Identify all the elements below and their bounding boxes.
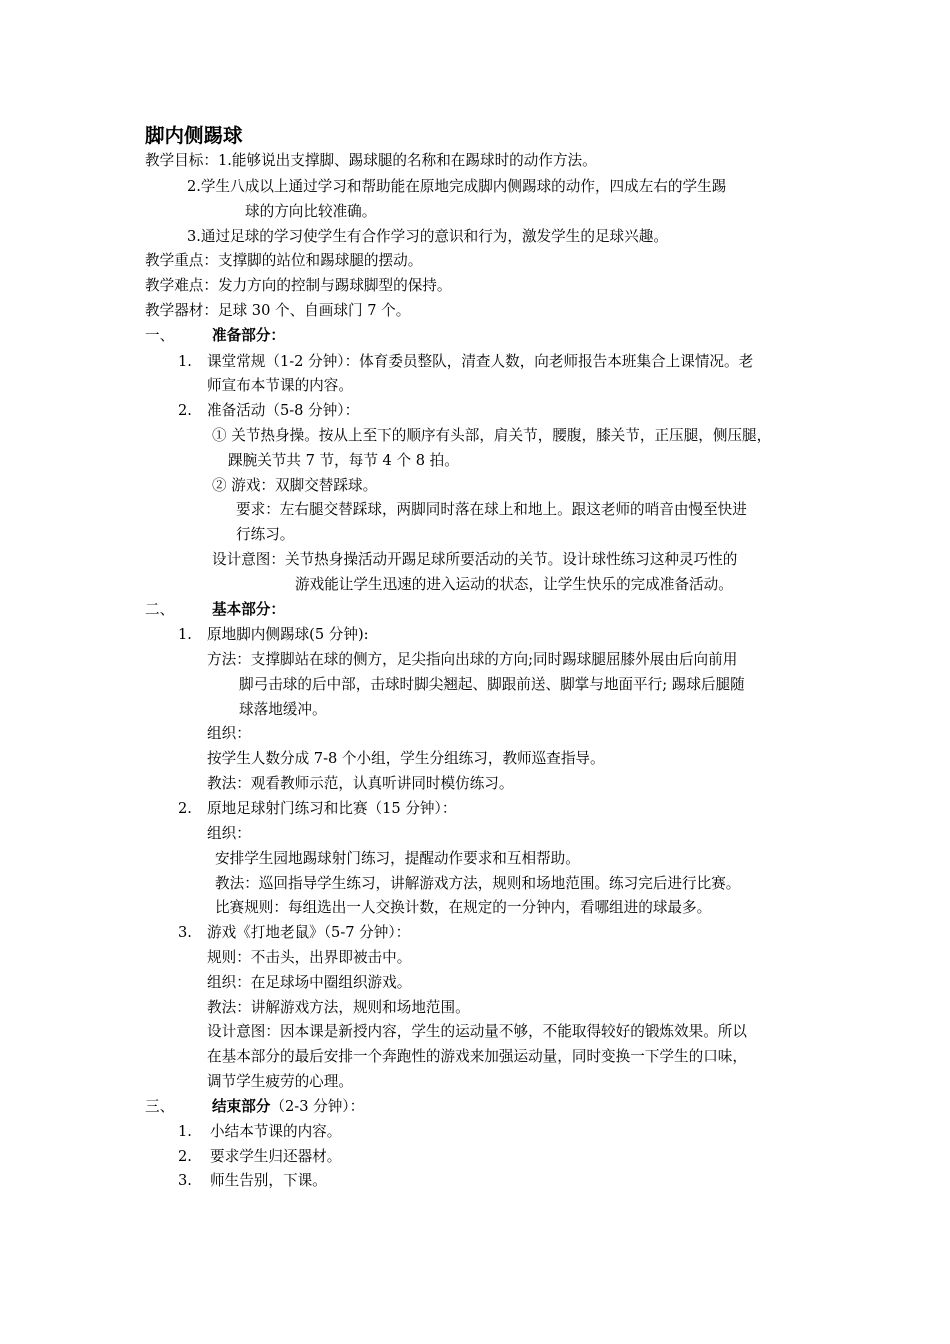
part3-item1: 小结本节课的内容。 — [210, 1123, 342, 1140]
goal-2-line-2: 球的方向比较准确。 — [245, 203, 377, 220]
organization-2-label: 组织： — [207, 825, 251, 842]
warmup-exercise-line-1: ① 关节热身操。按从上至下的顺序有头部，肩关节，腰腹，膝关节，正压腿，侧压腿， — [212, 427, 772, 444]
part2-item3: 游戏《打地老鼠》（5-7 分钟）： — [207, 924, 411, 941]
part3-item3: 师生告别，下课。 — [210, 1172, 327, 1189]
goal-3: 3.通过足球的学习使学生有合作学习的意识和行为，激发学生的足球兴趣。 — [187, 228, 668, 245]
game-organization: 组织：在足球场中圈组织游戏。 — [207, 974, 412, 991]
part3-item1-number: 1. — [178, 1123, 192, 1140]
part1-item1-line-1: 课堂常规（1-2 分钟）：体育委员整队，清查人数，向老师报告本班集合上课情况。老 — [207, 353, 754, 370]
warmup-requirement-line-2: 行练习。 — [236, 526, 295, 543]
game-teaching-method: 教法：讲解游戏方法，规则和场地范围。 — [207, 999, 470, 1016]
method-line-1: 方法：支撑脚站在球的侧方，足尖指向出球的方向;同时踢球腿屈膝外展由后向前用 — [207, 651, 738, 668]
organization-label: 组织： — [207, 725, 251, 742]
match-rules: 比赛规则：每组选出一人交换计数，在规定的一分钟内，看哪组进的球最多。 — [215, 899, 712, 916]
part1-item1-line-2: 师宣布本节课的内容。 — [207, 377, 353, 394]
equipment: 教学器材：足球 30 个、自画球门 7 个。 — [145, 302, 411, 319]
part1-heading: 准备部分： — [212, 327, 285, 344]
part2-design-line-1: 设计意图：因本课是新授内容，学生的运动量不够，不能取得较好的锻炼效果。所以 — [207, 1023, 747, 1040]
part2-heading: 基本部分： — [212, 601, 285, 618]
game-rules: 规则：不击头，出界即被击中。 — [207, 949, 412, 966]
difficulty: 教学难点：发力方向的控制与踢球脚型的保持。 — [145, 277, 452, 294]
part3-heading: 结束部分 — [212, 1098, 271, 1115]
part1-design-line-1: 设计意图：关节热身操活动开踢足球所要活动的关节。设计球性练习这种灵巧性的 — [212, 551, 738, 568]
organization-text: 按学生人数分成 7-8 个小组，学生分组练习，教师巡查指导。 — [207, 750, 605, 767]
part3-duration: （2-3 分钟）： — [270, 1098, 365, 1115]
part2-design-line-2: 在基本部分的最后安排一个奔跑性的游戏来加强运动量，同时变换一下学生的口味， — [207, 1048, 747, 1065]
document-title: 脚内侧踢球 — [145, 124, 243, 147]
warmup-exercise-line-2: 踝腕关节共 7 节，每节 4 个 8 拍。 — [228, 452, 459, 469]
part2-design-line-3: 调节学生疲劳的心理。 — [207, 1073, 353, 1090]
goal-2-line-1: 2.学生八成以上通过学习和帮助能在原地完成脚内侧踢球的动作，四成左右的学生踢 — [187, 178, 727, 195]
part3-item2: 要求学生归还器材。 — [210, 1148, 342, 1165]
part1-item2: 准备活动（5-8 分钟）： — [207, 402, 360, 419]
part1-item2-number: 2. — [178, 402, 192, 419]
part1-item1-number: 1. — [178, 353, 192, 370]
part3-item3-number: 3. — [178, 1172, 192, 1189]
part2-number: 二、 — [145, 601, 175, 618]
part3-item2-number: 2. — [178, 1148, 192, 1165]
part1-number: 一、 — [145, 327, 175, 344]
method-line-3: 球落地缓冲。 — [239, 701, 327, 718]
part3-number: 三、 — [145, 1098, 175, 1115]
part2-item2: 原地足球射门练习和比赛（15 分钟）： — [207, 800, 457, 817]
part2-item1: 原地脚内侧踢球(5 分钟): — [207, 626, 369, 643]
method-line-2: 脚弓击球的后中部，击球时脚尖翘起、脚跟前送、脚掌与地面平行; 踢球后腿随 — [239, 676, 745, 693]
part3-heading-line — [212, 1097, 364, 1117]
organization-2-text: 安排学生园地踢球射门练习，提醒动作要求和互相帮助。 — [215, 850, 580, 867]
part2-item2-number: 2. — [178, 800, 192, 817]
teaching-method-2: 教法：巡回指导学生练习，讲解游戏方法，规则和场地范围。练习完后进行比赛。 — [215, 875, 741, 892]
warmup-requirement-line-1: 要求：左右腿交替踩球，两脚同时落在球上和地上。跟这老师的哨音由慢至快进 — [236, 501, 747, 518]
key-point: 教学重点：支撑脚的站位和踢球腿的摆动。 — [145, 252, 423, 269]
warmup-game: ② 游戏：双脚交替踩球。 — [212, 477, 378, 494]
teaching-method: 教法：观看教师示范，认真听讲同时模仿练习。 — [207, 775, 514, 792]
goal-1: 教学目标：1.能够说出支撑脚、踢球腿的名称和在踢球时的动作方法。 — [145, 152, 597, 169]
part2-item1-number: 1. — [178, 626, 192, 643]
part2-item3-number: 3. — [178, 924, 192, 941]
part1-design-line-2: 游戏能让学生迅速的进入运动的状态，让学生快乐的完成准备活动。 — [295, 576, 733, 593]
